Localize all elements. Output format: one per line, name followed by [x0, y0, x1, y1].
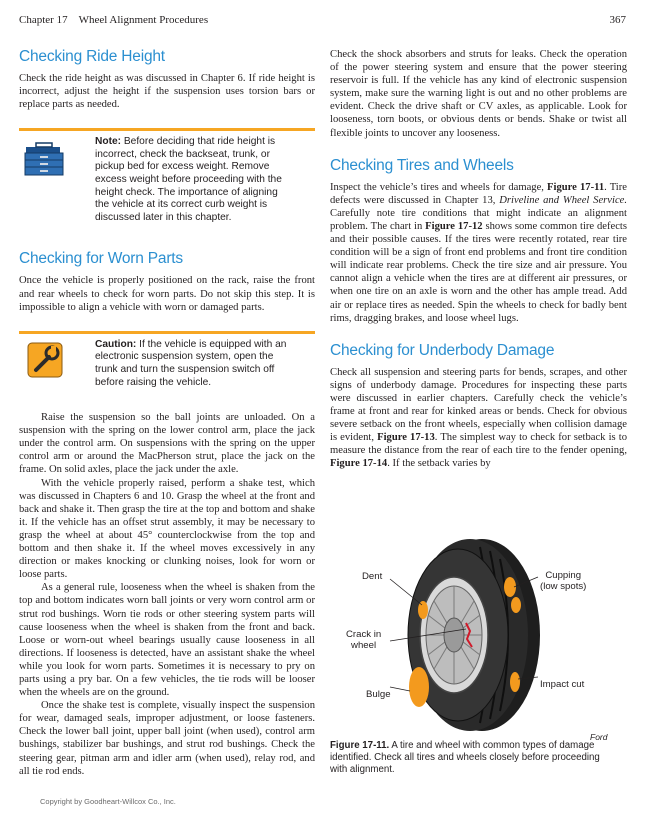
toolbox-icon: [19, 141, 65, 177]
paragraph-shocks: Check the shock absorbers and struts for leaks. Check the operation of the power steering system and ensure that the power steering reservoir is full. If the vehicle has any kind of electronic suspension system, make sure the warning light is out and no other problems are evident. Check the drive shaft or CV axles, as applicable. Look for looseness, torn boots, or obvious dents or bends. Shake or twist all flexible joints to uncover any looseness.: [330, 49, 627, 139]
heading-worn-parts: Checking for Worn Parts: [19, 250, 183, 268]
caution-callout: [19, 331, 315, 389]
impact-mark: [510, 672, 520, 692]
caution-text: If the vehicle is equipped with an electronic suspension system, open the trunk and turn the suspension switch off before raising the vehicle.: [95, 338, 287, 388]
left-column: [19, 48, 315, 778]
label-dent: Dent: [362, 571, 383, 582]
paragraph-shake-test: With the vehicle properly raised, perform a shake test, which was discussed in Chapters 6 and 10. Grasp the wheel at the front and back and shake it. Then grasp the tire at the top and bottom and shake it. If the vehicle has an offset strut assembly, it may be necessary to grasp the wheel at about 45° counterclockwise from the top and bottom and then shake it. If the wheel moves excessively in any direction or makes knocking or clunking noises, look for worn or loose parts.: [19, 477, 315, 581]
figure-credit: Ford: [590, 732, 608, 742]
dent-mark: [418, 601, 428, 619]
underbody-body: Check all suspension and steering parts for bends, scrapes, and other signs of underbody damage. Procedures for inspecting these parts were discussed in earlier chapters. Carefully check the vehicle’s frame at front and rear for kinked areas or bends. Check for obvious severe setback on the front wheels, especially when collision damage is evident, Figure 17-13. The simplest way to check for setback is to measure the distance from the rear of each tire to the fender opening, Figure 17-14. If the setback varies by: [330, 366, 627, 470]
paragraph-raise: Raise the suspension so the ball joints are unloaded. On a suspension with the spring on the lower control arm, place the jack under the control arm. On suspensions with the spring on the upper control arm or around the MacPherson strut, place the jack on the frame. On solid axles, place the jack under the axle.: [19, 412, 315, 476]
caution-lead: Caution:: [95, 338, 137, 350]
page-header: [19, 14, 626, 30]
bulge-mark: [409, 667, 429, 707]
figure-ref: Figure 17-12: [425, 220, 483, 232]
worn-parts-body: Once the vehicle is properly positioned on the rack, raise the front and rear wheels to check for worn parts. Do not skip this step. It is impossible to align a vehicle with worn or damaged parts.: [19, 275, 315, 313]
heading-underbody: Checking for Underbody Damage: [330, 341, 555, 359]
figure-ref: Figure 17-14: [330, 458, 388, 470]
wrench-icon: [27, 342, 63, 378]
figure-caption: [330, 740, 605, 776]
book-title: Driveline and Wheel Service.: [499, 194, 627, 206]
chapter-title: Wheel Alignment Procedures: [78, 14, 209, 26]
label-impact-cut: Impact cut: [540, 679, 585, 690]
right-column: [330, 48, 627, 470]
heading-ride-height: Checking Ride Height: [19, 48, 165, 65]
figure-ref: Figure 17-11: [547, 181, 605, 193]
chapter-label: Chapter 17: [19, 14, 68, 26]
ride-height-body: Check the ride height as was discussed in Chapter 6. If ride height is incorrect, adjust the height if the suspension uses torsion bars or replace parts as needed.: [19, 73, 315, 111]
note-text: Before deciding that ride height is incorrect, check the backseat, trunk, or pickup bed for excess weight. Remove excess weight before proceeding with the height check. The importance of aligning the vehicle at its correct curb weight is discussed later in this chapter.: [95, 136, 282, 223]
tires-body: Inspect the vehicle’s tires and wheels for damage, Figure 17-11. Tire defects were discussed in Chapter 13, Driveline and Wheel Service. Carefully note tire conditions that might indicate an alignment problem. The chart in Figure 17-12 shows some common tire defects and their possible causes. If the tires were recently rotated, rear tire condition will be a sign of front end problems and front tire condition will indicate rear problems. Check the tire size and air pressure. You cannot align a vehicle when the tires are at different air pressures, or when one tire on an axle is worn and the other has ample tread. Add air or replace tires as needed. Spin the wheels to check for badly bent rims, dragging brakes, and loose wheel lugs.: [330, 181, 627, 324]
caption-number: Figure 17-11.: [330, 740, 390, 751]
figure-ref: Figure 17-13: [377, 432, 435, 444]
heading-tires-wheels: Checking Tires and Wheels: [330, 156, 514, 174]
copyright-footer: Copyright by Goodheart-Willcox Co., Inc.: [40, 797, 176, 806]
paragraph-general-rule: As a general rule, looseness when the wheel is shaken from the top and bottom indicates worn ball joints or very worn control arm or strut rod bushings. Worn tie rods or other steering system parts will cause looseness when the wheel is shaken from the front and back. Loose or worn-out wheel bearings usually cause looseness in all directions. If looseness is detected, have an assistant shake the wheel while you look for worn parts. Sometimes it is necessary to pry on parts using a pry bar. On a few vehicles, the tie rods will be looser when the wheels are on the ground.: [19, 582, 315, 699]
label-cupping: Cupping (low spots): [540, 570, 587, 592]
label-bulge: Bulge: [366, 689, 391, 700]
label-crack: Crack in wheel: [346, 629, 382, 651]
caption-text: A tire and wheel with common types of damage identified. Check all tires and wheels closely before proceeding with alignment.: [330, 740, 600, 775]
cupping-mark: [511, 597, 521, 613]
page-number: 367: [609, 14, 626, 26]
paragraph-visual-inspect: Once the shake test is complete, visually inspect the suspension for wear, damaged seals, improper adjustment, or loose fasteners. Check the lower ball joint, upper ball joint (when used), control arm bushings, stabilizer bar bushings, and strut rod bushings. Check the steering gear, pitman arm and idler arm (when used), relay rod, and all tie rod ends.: [19, 700, 315, 777]
note-lead: Note:: [95, 136, 122, 148]
running-head: [19, 14, 208, 26]
note-callout: [19, 128, 315, 224]
